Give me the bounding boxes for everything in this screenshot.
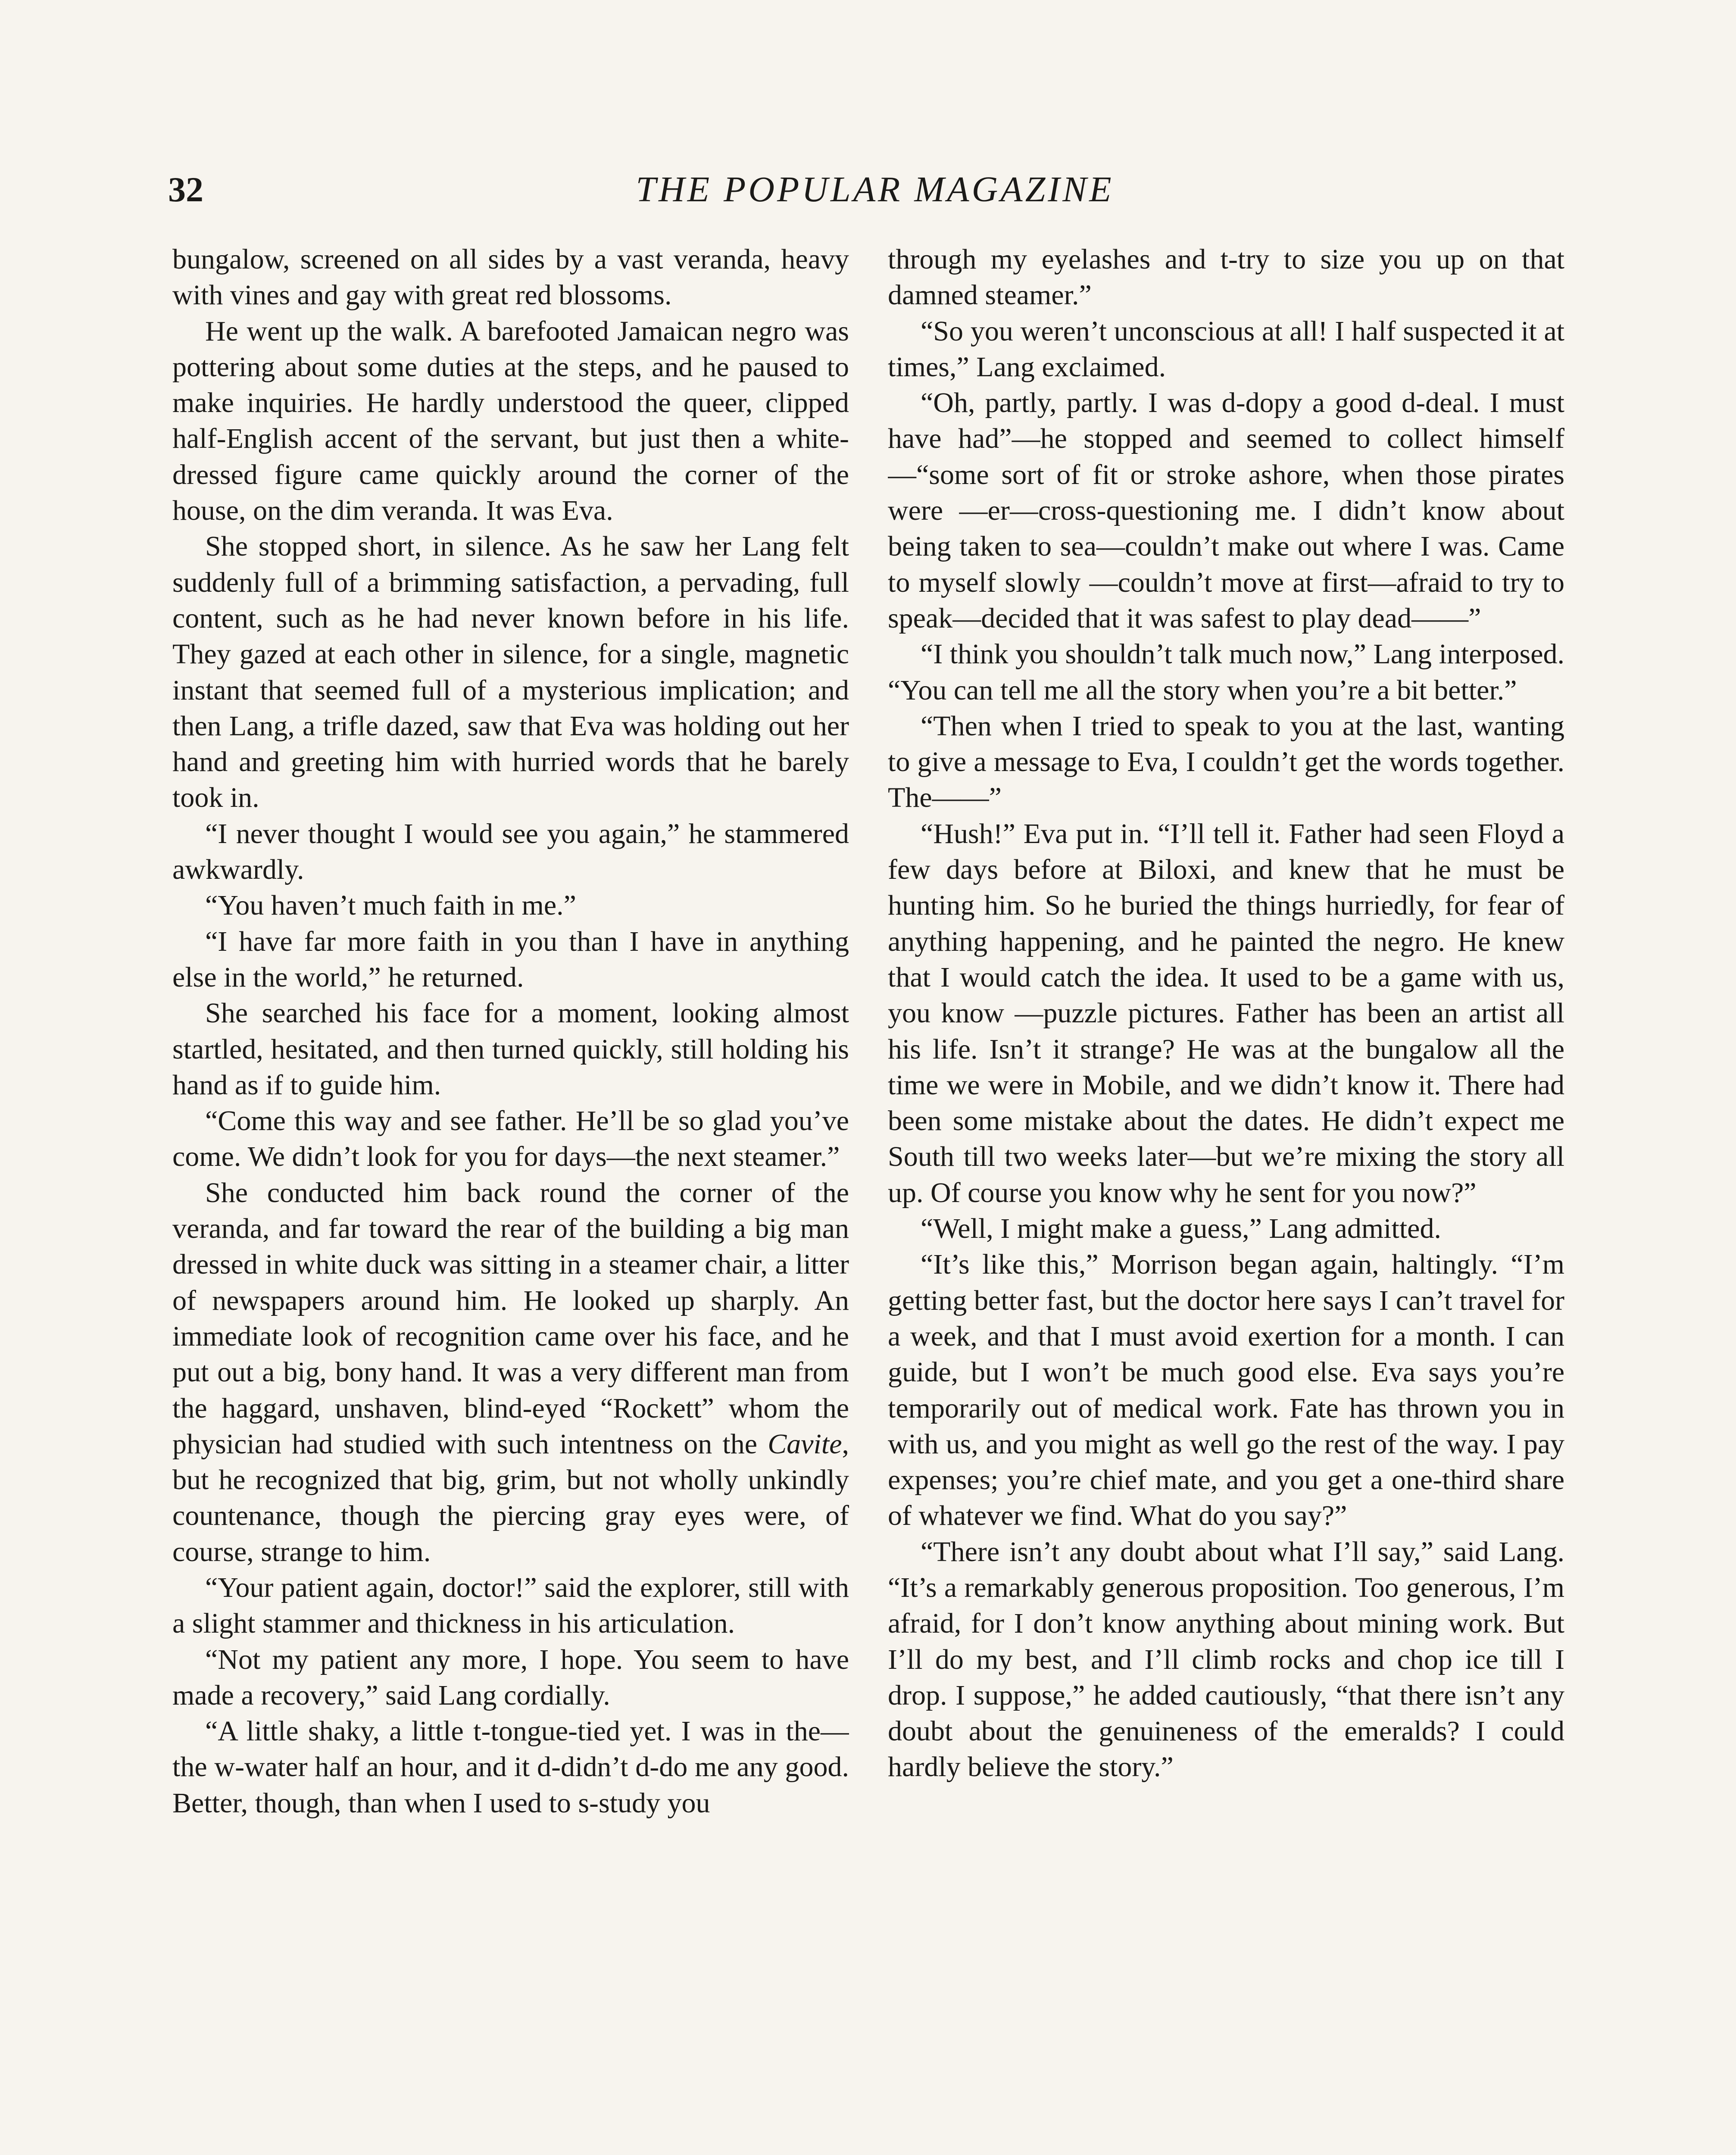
paragraph: “Then when I tried to speak to you at the last, wanting to give a message to Eva, I couldn’t get the words together. The——”	[888, 710, 1564, 814]
paragraph: “Come this way and see father. He’ll be so glad you’ve come. We didn’t look for you for days—the next steamer.”	[172, 1105, 849, 1173]
page-header	[168, 164, 1582, 228]
ship-name: Cavite	[768, 1428, 842, 1460]
left-column	[172, 241, 849, 2155]
paragraph: She stopped short, in silence. As he saw her Lang felt suddenly full of a brimming satisfaction, a pervading, full content, such as he had never known before in his life. They gazed at each other in silence, for a single, magnetic instant that seemed full of a mysterious implication; and then Lang, a trifle dazed, saw that Eva was holding out her hand and greeting him with hurried words that he barely took in.	[172, 531, 849, 814]
paragraph: bungalow, screened on all sides by a vast veranda, heavy with vines and gay with great red blossoms.	[172, 244, 849, 311]
paragraph: “Well, I might make a guess,” Lang admitted.	[921, 1213, 1441, 1245]
paragraph: She conducted him back round the corner of the veranda, and far toward the rear of the building a big man dressed in white duck was sitting in a steamer chair, a litter of newspapers around him. He looked up sharply. An immediate look of recognition came over his face, and he put out a big, bony hand. It was a very different man from the haggard, unshaven, blind-eyed “Rockett” whom the physician had studied with such intentness on the Cavite, but he recognized that big, grim, but not wholly unkindly countenance, though the piercing gray eyes were, of course, strange to him.	[172, 1177, 849, 1568]
paragraph: “I have far more faith in you than I have in anything else in the world,” he returned.	[172, 925, 849, 993]
running-title: THE POPULAR MAGAZINE	[636, 169, 1114, 209]
paragraph: “It’s like this,” Morrison began again, haltingly. “I’m getting better fast, but the doctor here says I can’t travel for a week, and that I must avoid exertion for a month. I can guide, but I won’t be much good else. Eva says you’re temporarily out of medical work. Fate has thrown you in with us, and you might as well go the rest of the way. I pay expenses; you’re chief mate, and you get a one-third share of whatever we find. What do you say?”	[888, 1249, 1564, 1532]
paragraph: “Hush!” Eva put in. “I’ll tell it. Father had seen Floyd a few days before at Biloxi, and knew that he must be hunting him. So he buried the things hurriedly, for fear of anything happening, and he painted the negro. He knew that I would catch the idea. It used to be a game with us, you know —puzzle pictures. Father has been an artist all his life. Isn’t it strange? He was at the bungalow all the time we were in Mobile, and we didn’t know it. There had been some mistake about the dates. He didn’t expect me South till two weeks later—but we’re mixing the story all up. Of course you know why he sent for you now?”	[888, 818, 1564, 1209]
paragraph: “I think you shouldn’t talk much now,” Lang interposed. “You can tell me all the story when you’re a bit better.”	[888, 638, 1564, 706]
paragraph: “I never thought I would see you again,” he stammered awkwardly.	[172, 818, 849, 886]
right-column	[888, 241, 1564, 2155]
paragraph: She searched his face for a moment, looking almost startled, hesitated, and then turned quickly, still holding his hand as if to guide him.	[172, 997, 849, 1101]
paragraph: “A little shaky, a little t-tongue-tied yet. I was in the—the w-water half an hour, and it d-didn’t d-do me any good. Better, though, than when I used to s-study you	[172, 1715, 849, 1819]
paragraph: “So you weren’t unconscious at all! I half suspected it at times,” Lang exclaimed.	[888, 315, 1564, 383]
paragraph: through my eyelashes and t-try to size you up on that damned steamer.”	[888, 244, 1564, 311]
paragraph: “You haven’t much faith in me.”	[205, 890, 576, 921]
paragraph: “Your patient again, doctor!” said the explorer, still with a slight stammer and thickness in his articulation.	[172, 1571, 849, 1640]
paragraph: “There isn’t any doubt about what I’ll say,” said Lang. “It’s a remarkably generous proposition. Too generous, I’m afraid, for I don’t know anything about mining work. But I’ll do my best, and I’ll climb rocks and chop ice till I drop. I suppose,” he added cautiously, “that there isn’t any doubt about the genuineness of the emeralds? I could hardly believe the story.”	[888, 1536, 1564, 1783]
page-number: 32	[168, 170, 203, 209]
paragraph: “Not my patient any more, I hope. You seem to have made a recovery,” said Lang cordially.	[172, 1643, 849, 1711]
paragraph: “Oh, partly, partly. I was d-dopy a good d-deal. I must have had”—he stopped and seemed to collect himself—“some sort of fit or stroke ashore, when those pirates were —er—cross-questioning me. I didn’t know about being taken to sea—couldn’t make out where I was. Came to myself slowly —couldn’t move at first—afraid to try to speak—decided that it was safest to play dead——”	[888, 387, 1564, 634]
paragraph: He went up the walk. A barefooted Jamaican negro was pottering about some duties at the steps, and he paused to make inquiries. He hardly understood the queer, clipped half-English accent of the servant, but just then a white-dressed figure came quickly around the corner of the house, on the dim veranda. It was Eva.	[172, 315, 849, 527]
